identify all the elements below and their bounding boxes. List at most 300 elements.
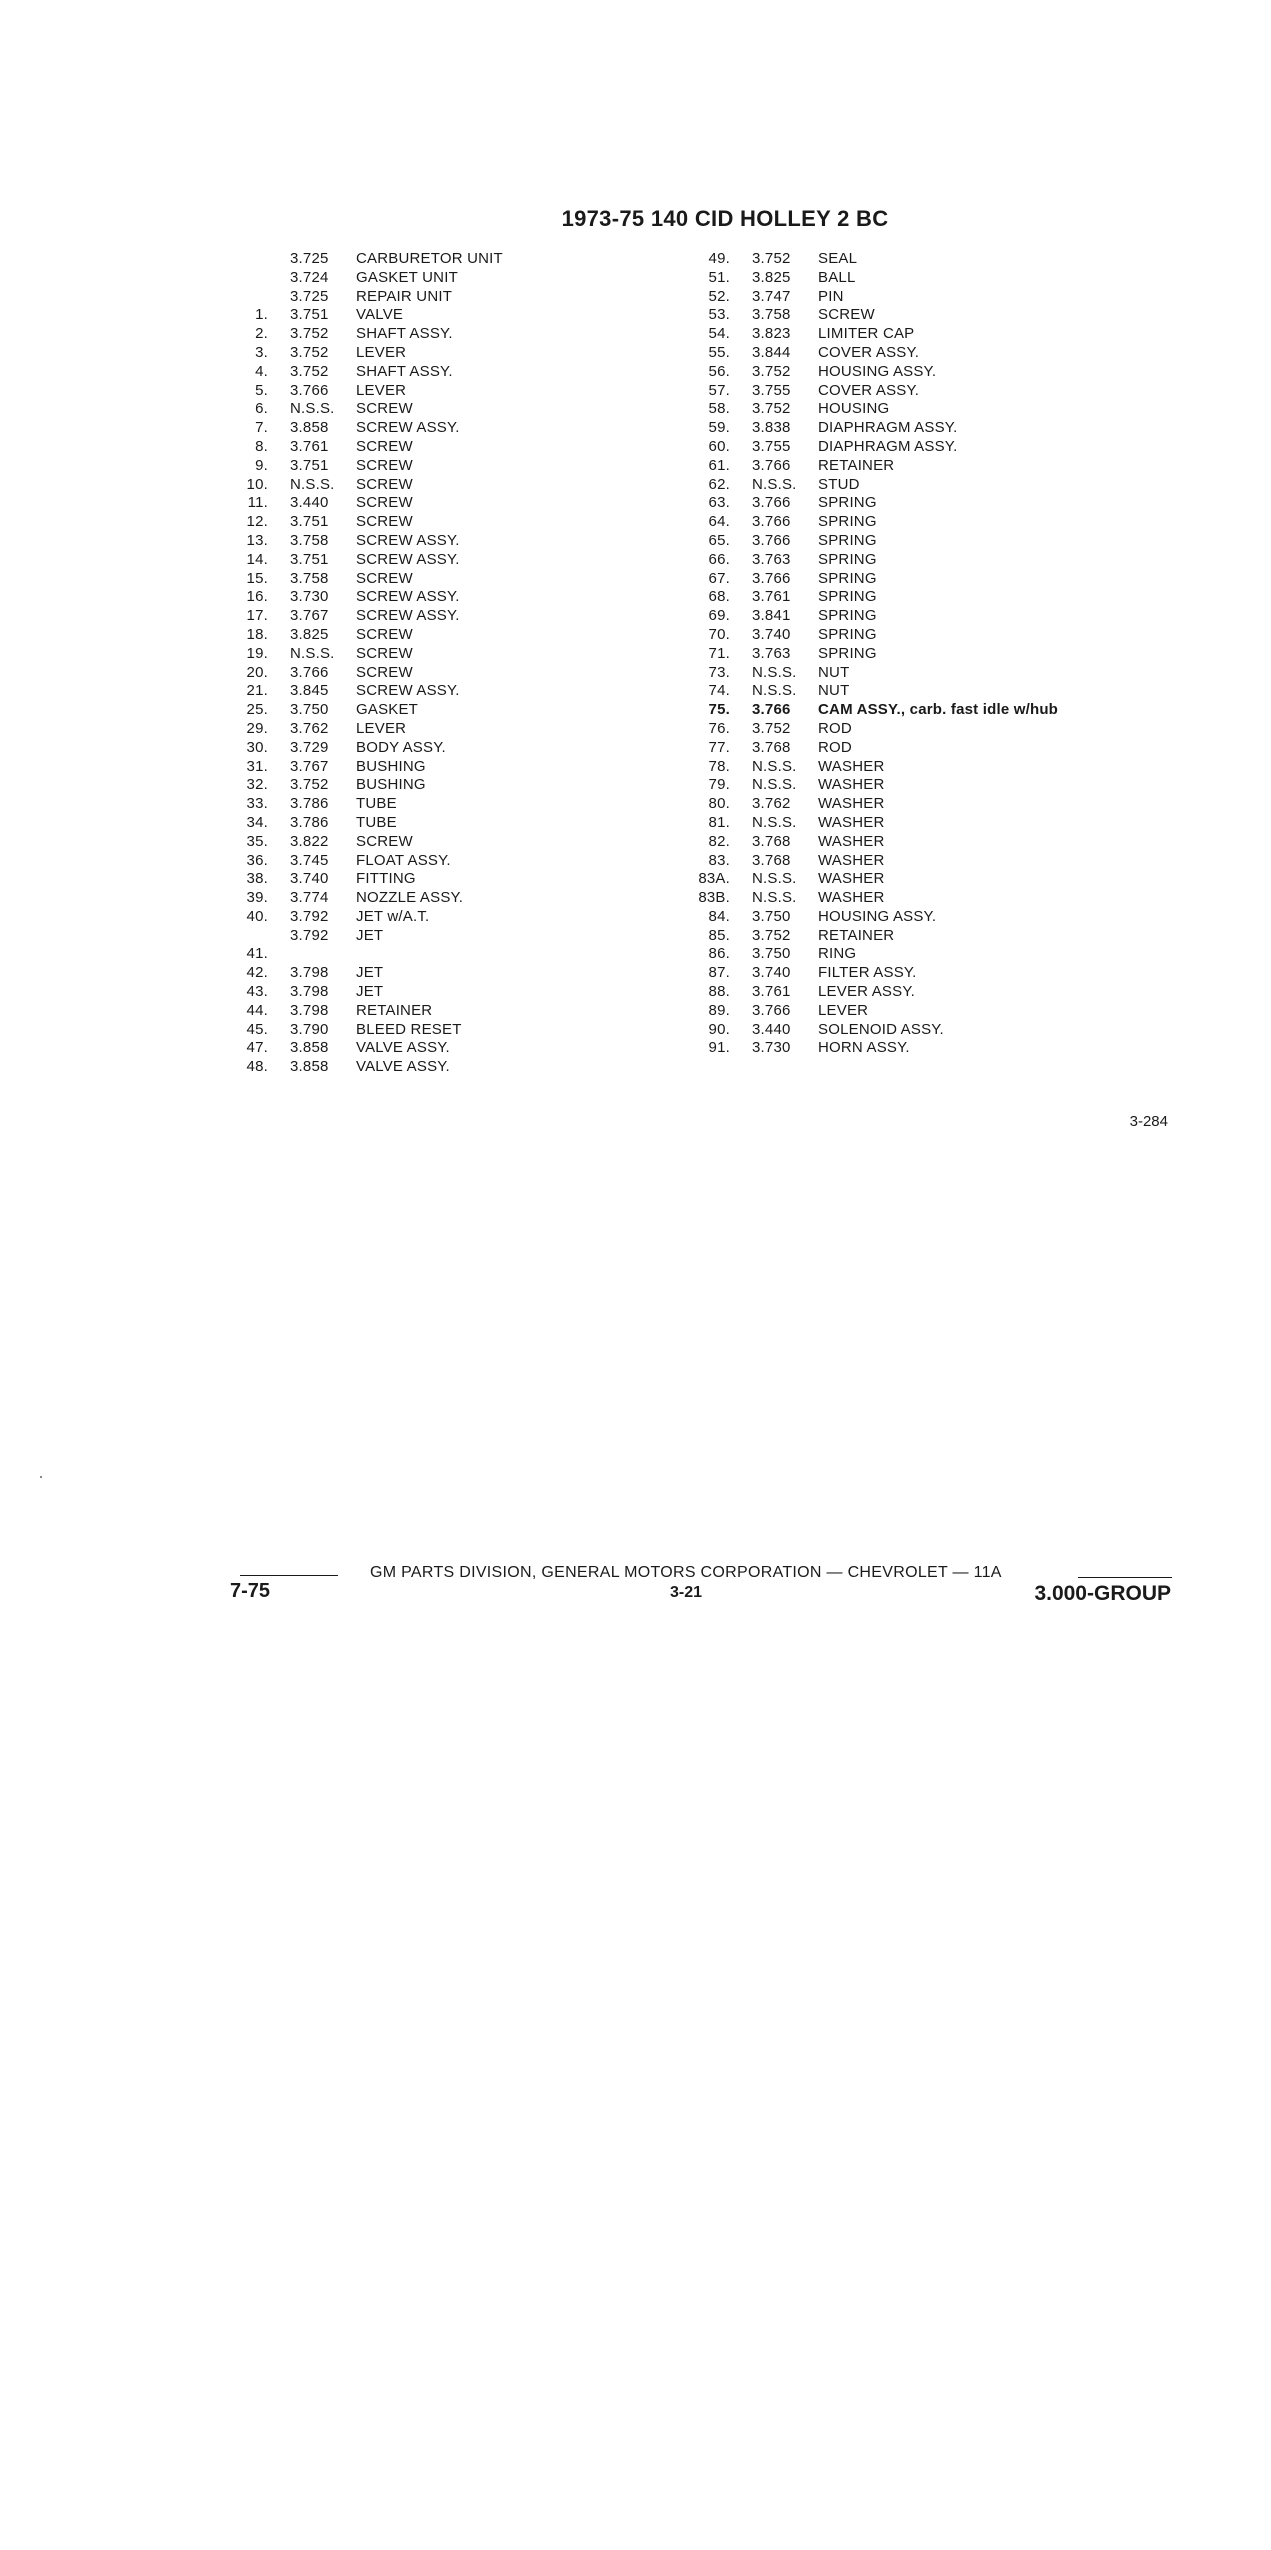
footer-publisher: GM PARTS DIVISION, GENERAL MOTORS CORPORATION — CHEVROLET — 11A [370, 1564, 1002, 1581]
parts-row [228, 701, 503, 720]
part-description: SCREW ASSY. [356, 607, 460, 625]
part-group-code: 3.730 [290, 588, 329, 606]
footer-right-rule [1078, 1577, 1172, 1578]
part-group-code: 3.745 [290, 851, 329, 869]
part-description: SCREW ASSY. [356, 531, 460, 549]
part-description: NUT [818, 682, 850, 700]
part-index: 35. [246, 832, 268, 850]
part-group-code: N.S.S. [752, 776, 797, 794]
part-index: 2. [255, 325, 268, 343]
part-description: SPRING [818, 494, 877, 512]
parts-row [228, 720, 503, 739]
part-index: 84. [708, 907, 730, 925]
part-index: 68. [708, 588, 730, 606]
parts-row [228, 682, 503, 701]
part-group-code: 3.761 [752, 588, 791, 606]
part-description: DIAPHRAGM ASSY. [818, 437, 958, 455]
part-description: WASHER [818, 813, 885, 831]
part-index: 6. [255, 400, 268, 418]
parts-row [228, 626, 503, 645]
parts-row [690, 776, 1058, 795]
part-index: 82. [708, 832, 730, 850]
parts-row [690, 476, 1058, 495]
part-description: SPRING [818, 644, 877, 662]
parts-row [228, 795, 503, 814]
part-group-code: 3.792 [290, 926, 329, 944]
parts-row [228, 551, 503, 570]
part-description: RETAINER [818, 456, 895, 474]
parts-row [690, 1039, 1058, 1058]
part-group-code: 3.752 [752, 719, 791, 737]
parts-row [228, 382, 503, 401]
part-group-code: 3.798 [290, 983, 329, 1001]
parts-row [690, 400, 1058, 419]
part-group-code: 3.761 [752, 983, 791, 1001]
part-description: SPRING [818, 550, 877, 568]
part-index: 75. [708, 701, 730, 719]
part-index: 87. [708, 964, 730, 982]
parts-row [228, 1002, 503, 1021]
part-description: WASHER [818, 889, 885, 907]
part-group-code: 3.755 [752, 381, 791, 399]
parts-row [228, 645, 503, 664]
part-index: 83. [708, 851, 730, 869]
part-group-code: 3.751 [290, 306, 329, 324]
part-description: HOUSING ASSY. [818, 362, 937, 380]
part-index: 47. [246, 1039, 268, 1057]
parts-row [690, 870, 1058, 889]
part-description: HOUSING [818, 400, 890, 418]
part-group-code: N.S.S. [752, 475, 797, 493]
part-index: 19. [246, 644, 268, 662]
parts-row [228, 870, 503, 889]
part-index: 69. [708, 607, 730, 625]
parts-row [228, 983, 503, 1002]
part-index: 7. [255, 419, 268, 437]
part-description: SPRING [818, 531, 877, 549]
part-group-code: 3.766 [752, 569, 791, 587]
part-group-code: N.S.S. [290, 475, 335, 493]
part-group-code: 3.786 [290, 813, 329, 831]
part-description: SCREW [356, 400, 413, 418]
part-group-code: N.S.S. [752, 682, 797, 700]
part-index: 3. [255, 343, 268, 361]
part-group-code: 3.844 [752, 343, 791, 361]
part-description: VALVE ASSY. [356, 1058, 450, 1076]
part-index: 38. [246, 870, 268, 888]
part-index: 43. [246, 983, 268, 1001]
parts-row [228, 250, 503, 269]
part-group-code: 3.822 [290, 832, 329, 850]
part-index: 57. [708, 381, 730, 399]
part-description: BODY ASSY. [356, 738, 446, 756]
footer-left-rule [240, 1575, 338, 1576]
parts-row [228, 494, 503, 513]
part-group-code: 3.752 [290, 362, 329, 380]
part-group-code: 3.725 [290, 287, 329, 305]
part-description: JET [356, 983, 384, 1001]
part-group-code: 3.750 [752, 907, 791, 925]
parts-row [228, 776, 503, 795]
part-index [228, 250, 290, 269]
part-index: 62. [708, 475, 730, 493]
parts-row [228, 908, 503, 927]
part-description: SPRING [818, 569, 877, 587]
part-index: 79. [708, 776, 730, 794]
part-description: BUSHING [356, 776, 426, 794]
part-index: 55. [708, 343, 730, 361]
part-description: SCREW ASSY. [356, 419, 460, 437]
part-index: 16. [246, 588, 268, 606]
parts-row [228, 945, 503, 964]
part-description: SPRING [818, 607, 877, 625]
part-description: LEVER [356, 719, 407, 737]
part-index: 9. [255, 456, 268, 474]
parts-row [228, 964, 503, 983]
parts-row [690, 701, 1058, 720]
part-index: 39. [246, 889, 268, 907]
part-index: 42. [246, 964, 268, 982]
part-description: SHAFT ASSY. [356, 362, 453, 380]
part-description: GASKET [356, 701, 419, 719]
part-group-code: N.S.S. [752, 757, 797, 775]
parts-row [690, 645, 1058, 664]
part-index: 40. [246, 907, 268, 925]
part-group-code: 3.750 [752, 945, 791, 963]
parts-row [690, 306, 1058, 325]
part-index: 44. [246, 1001, 268, 1019]
part-group-code: 3.790 [290, 1020, 329, 1038]
part-group-code: 3.752 [290, 343, 329, 361]
part-description: WASHER [818, 851, 885, 869]
part-index: 56. [708, 362, 730, 380]
part-description: BUSHING [356, 757, 426, 775]
parts-row [228, 476, 503, 495]
part-description: JET [356, 964, 384, 982]
part-group-code: 3.751 [290, 513, 329, 531]
part-index: 74. [708, 682, 730, 700]
part-index [228, 927, 290, 946]
part-index: 51. [708, 268, 730, 286]
parts-row [690, 664, 1058, 683]
part-description: JET [356, 926, 384, 944]
part-index: 89. [708, 1001, 730, 1019]
part-description: SCREW [818, 306, 875, 324]
part-group-code: 3.751 [290, 550, 329, 568]
part-description: TUBE [356, 813, 397, 831]
part-group-code: N.S.S. [290, 644, 335, 662]
part-group-code: 3.825 [752, 268, 791, 286]
parts-row [690, 438, 1058, 457]
footer-group: 3.000-GROUP [1034, 1582, 1171, 1605]
parts-row [228, 607, 503, 626]
parts-row [228, 1039, 503, 1058]
part-index: 11. [247, 494, 268, 512]
parts-row [228, 513, 503, 532]
part-description: SCREW ASSY. [356, 588, 460, 606]
parts-row [690, 344, 1058, 363]
part-index: 63. [708, 494, 730, 512]
part-description: COVER ASSY. [818, 381, 920, 399]
part-group-code: 3.767 [290, 607, 329, 625]
parts-row [228, 814, 503, 833]
part-group-code: N.S.S. [752, 889, 797, 907]
part-group-code: 3.786 [290, 795, 329, 813]
parts-row [228, 852, 503, 871]
part-group-code: 3.758 [752, 306, 791, 324]
part-description: WASHER [818, 870, 885, 888]
parts-row [690, 739, 1058, 758]
part-description: TUBE [356, 795, 397, 813]
footer-page-number: 3-21 [670, 1584, 703, 1601]
part-group-code: 3.845 [290, 682, 329, 700]
parts-row [228, 325, 503, 344]
parts-row [690, 588, 1058, 607]
part-group-code: 3.768 [752, 832, 791, 850]
part-index: 53. [708, 306, 730, 324]
parts-row [690, 250, 1058, 269]
part-index: 4. [255, 362, 268, 380]
part-description: HORN ASSY. [818, 1039, 910, 1057]
parts-row [228, 532, 503, 551]
part-description: LEVER [356, 343, 407, 361]
part-description: STUD [818, 475, 860, 493]
part-index: 59. [708, 419, 730, 437]
parts-row [690, 833, 1058, 852]
part-index: 29. [246, 719, 268, 737]
parts-row [690, 945, 1058, 964]
part-group-code: 3.752 [290, 325, 329, 343]
part-description: BLEED RESET [356, 1020, 462, 1038]
part-description: RETAINER [356, 1001, 433, 1019]
parts-row [228, 400, 503, 419]
parts-row [228, 457, 503, 476]
part-group-code: N.S.S. [752, 870, 797, 888]
part-index: 45. [246, 1020, 268, 1038]
part-group-code: 3.858 [290, 1058, 329, 1076]
part-group-code: 3.440 [752, 1020, 791, 1038]
part-description: SPRING [818, 513, 877, 531]
part-group-code: 3.750 [290, 701, 329, 719]
parts-row [690, 814, 1058, 833]
part-group-code: 3.752 [752, 926, 791, 944]
figure-reference: 3-284 [1129, 1113, 1168, 1130]
page-title: 1973-75 140 CID HOLLEY 2 BC [561, 206, 889, 231]
part-index: 77. [708, 738, 730, 756]
part-index: 8. [255, 437, 268, 455]
part-index: 60. [708, 437, 730, 455]
parts-row [690, 626, 1058, 645]
parts-row [228, 419, 503, 438]
part-index: 48. [246, 1058, 268, 1076]
parts-row [690, 1002, 1058, 1021]
part-index: 12. [246, 513, 268, 531]
part-description: DIAPHRAGM ASSY. [818, 419, 958, 437]
parts-row [690, 532, 1058, 551]
parts-row [228, 889, 503, 908]
part-group-code: 3.752 [752, 400, 791, 418]
parts-row [690, 513, 1058, 532]
part-group-code: 3.763 [752, 550, 791, 568]
part-description: JET w/A.T. [356, 907, 430, 925]
part-description: COVER ASSY. [818, 343, 920, 361]
part-description: SHAFT ASSY. [356, 325, 453, 343]
part-index: 54. [708, 325, 730, 343]
part-description: SCREW ASSY. [356, 550, 460, 568]
part-description: PIN [818, 287, 844, 305]
part-index: 15. [246, 569, 268, 587]
parts-row [690, 682, 1058, 701]
part-description: SCREW [356, 437, 413, 455]
part-index: 91. [708, 1039, 730, 1057]
parts-row [228, 288, 503, 307]
part-group-code: N.S.S. [752, 663, 797, 681]
part-index: 31. [246, 757, 268, 775]
part-group-code: 3.755 [752, 437, 791, 455]
part-description: LEVER [356, 381, 407, 399]
part-index: 49. [708, 250, 730, 267]
part-description: VALVE [356, 306, 404, 324]
part-group-code: 3.825 [290, 625, 329, 643]
part-index: 70. [708, 625, 730, 643]
part-description: ROD [818, 719, 852, 737]
part-index: 86. [708, 945, 730, 963]
part-group-code: 3.747 [752, 287, 791, 305]
part-index: 66. [708, 550, 730, 568]
part-group-code: 3.774 [290, 889, 329, 907]
part-description: BALL [818, 268, 856, 286]
parts-row [690, 607, 1058, 626]
part-description: VALVE ASSY. [356, 1039, 450, 1057]
footer-date: 7-75 [230, 1580, 271, 1602]
part-group-code: 3.792 [290, 907, 329, 925]
parts-row [690, 494, 1058, 513]
part-index: 36. [246, 851, 268, 869]
parts-row [690, 551, 1058, 570]
part-group-code: 3.858 [290, 419, 329, 437]
part-group-code: 3.766 [290, 381, 329, 399]
part-description: SPRING [818, 625, 877, 643]
part-description: SCREW [356, 456, 413, 474]
part-index: 64. [708, 513, 730, 531]
part-index: 67. [708, 569, 730, 587]
part-group-code: 3.766 [290, 663, 329, 681]
part-index: 76. [708, 719, 730, 737]
part-index: 32. [246, 776, 268, 794]
part-group-code: 3.763 [752, 644, 791, 662]
part-group-code: 3.752 [752, 250, 791, 267]
part-group-code: 3.762 [752, 795, 791, 813]
part-description: LIMITER CAP [818, 325, 915, 343]
part-description: LEVER [818, 1001, 869, 1019]
part-group-code: 3.798 [290, 1001, 329, 1019]
part-description: REPAIR UNIT [356, 287, 453, 305]
part-index: 52. [708, 287, 730, 305]
part-group-code: 3.762 [290, 719, 329, 737]
part-group-code: N.S.S. [752, 813, 797, 831]
part-description: SCREW [356, 513, 413, 531]
part-group-code: 3.440 [290, 494, 329, 512]
part-description: RING [818, 945, 857, 963]
parts-row [690, 720, 1058, 739]
part-description: SCREW [356, 625, 413, 643]
part-index: 65. [708, 531, 730, 549]
parts-row [690, 795, 1058, 814]
part-index: 61. [708, 456, 730, 474]
part-index: 90. [708, 1020, 730, 1038]
part-index: 85. [708, 926, 730, 944]
part-group-code: 3.838 [752, 419, 791, 437]
part-description: GASKET UNIT [356, 268, 458, 286]
parts-row [690, 908, 1058, 927]
parts-row [690, 269, 1058, 288]
parts-row [228, 306, 503, 325]
part-description: CAM ASSY., carb. fast idle w/hub [818, 701, 1059, 719]
parts-row [690, 288, 1058, 307]
part-description: LEVER ASSY. [818, 983, 915, 1001]
part-group-code: 3.766 [752, 1001, 791, 1019]
parts-row [228, 344, 503, 363]
part-index: 71. [708, 644, 730, 662]
part-description: RETAINER [818, 926, 895, 944]
parts-row [690, 964, 1058, 983]
parts-row [690, 570, 1058, 589]
part-group-code: 3.768 [752, 851, 791, 869]
part-index: 5. [255, 381, 268, 399]
part-description: SEAL [818, 250, 858, 267]
parts-row [690, 382, 1058, 401]
parts-row [690, 1021, 1058, 1040]
part-index: 18. [246, 625, 268, 643]
part-description: WASHER [818, 795, 885, 813]
part-index: 1. [255, 306, 268, 324]
part-index: 73. [708, 663, 730, 681]
parts-row [690, 852, 1058, 871]
part-index: 30. [246, 738, 268, 756]
parts-row [690, 927, 1058, 946]
part-index: 14. [246, 550, 268, 568]
part-index: 20. [246, 663, 268, 681]
part-index: 80. [708, 795, 730, 813]
parts-row [690, 325, 1058, 344]
parts-row [228, 269, 503, 288]
part-group-code [290, 945, 356, 964]
part-index: 41. [246, 945, 268, 963]
parts-row [690, 983, 1058, 1002]
part-index: 78. [708, 757, 730, 775]
parts-row [228, 1058, 503, 1077]
part-group-code: 3.766 [752, 456, 791, 474]
parts-row [690, 889, 1058, 908]
scan-speck [40, 1476, 42, 1478]
part-description: NOZZLE ASSY. [356, 889, 464, 907]
parts-list-left [228, 250, 503, 1077]
parts-row [228, 588, 503, 607]
part-group-code: 3.729 [290, 738, 329, 756]
parts-row [228, 363, 503, 382]
part-index [228, 288, 290, 307]
part-group-code: 3.766 [752, 701, 791, 719]
part-description: SCREW [356, 663, 413, 681]
parts-list-right [690, 250, 1058, 1058]
part-index: 88. [708, 983, 730, 1001]
part-description: WASHER [818, 832, 885, 850]
part-group-code: 3.725 [290, 250, 329, 267]
part-group-code: 3.766 [752, 513, 791, 531]
part-description: CARBURETOR UNIT [356, 250, 503, 267]
part-group-code: 3.768 [752, 738, 791, 756]
parts-row [228, 570, 503, 589]
